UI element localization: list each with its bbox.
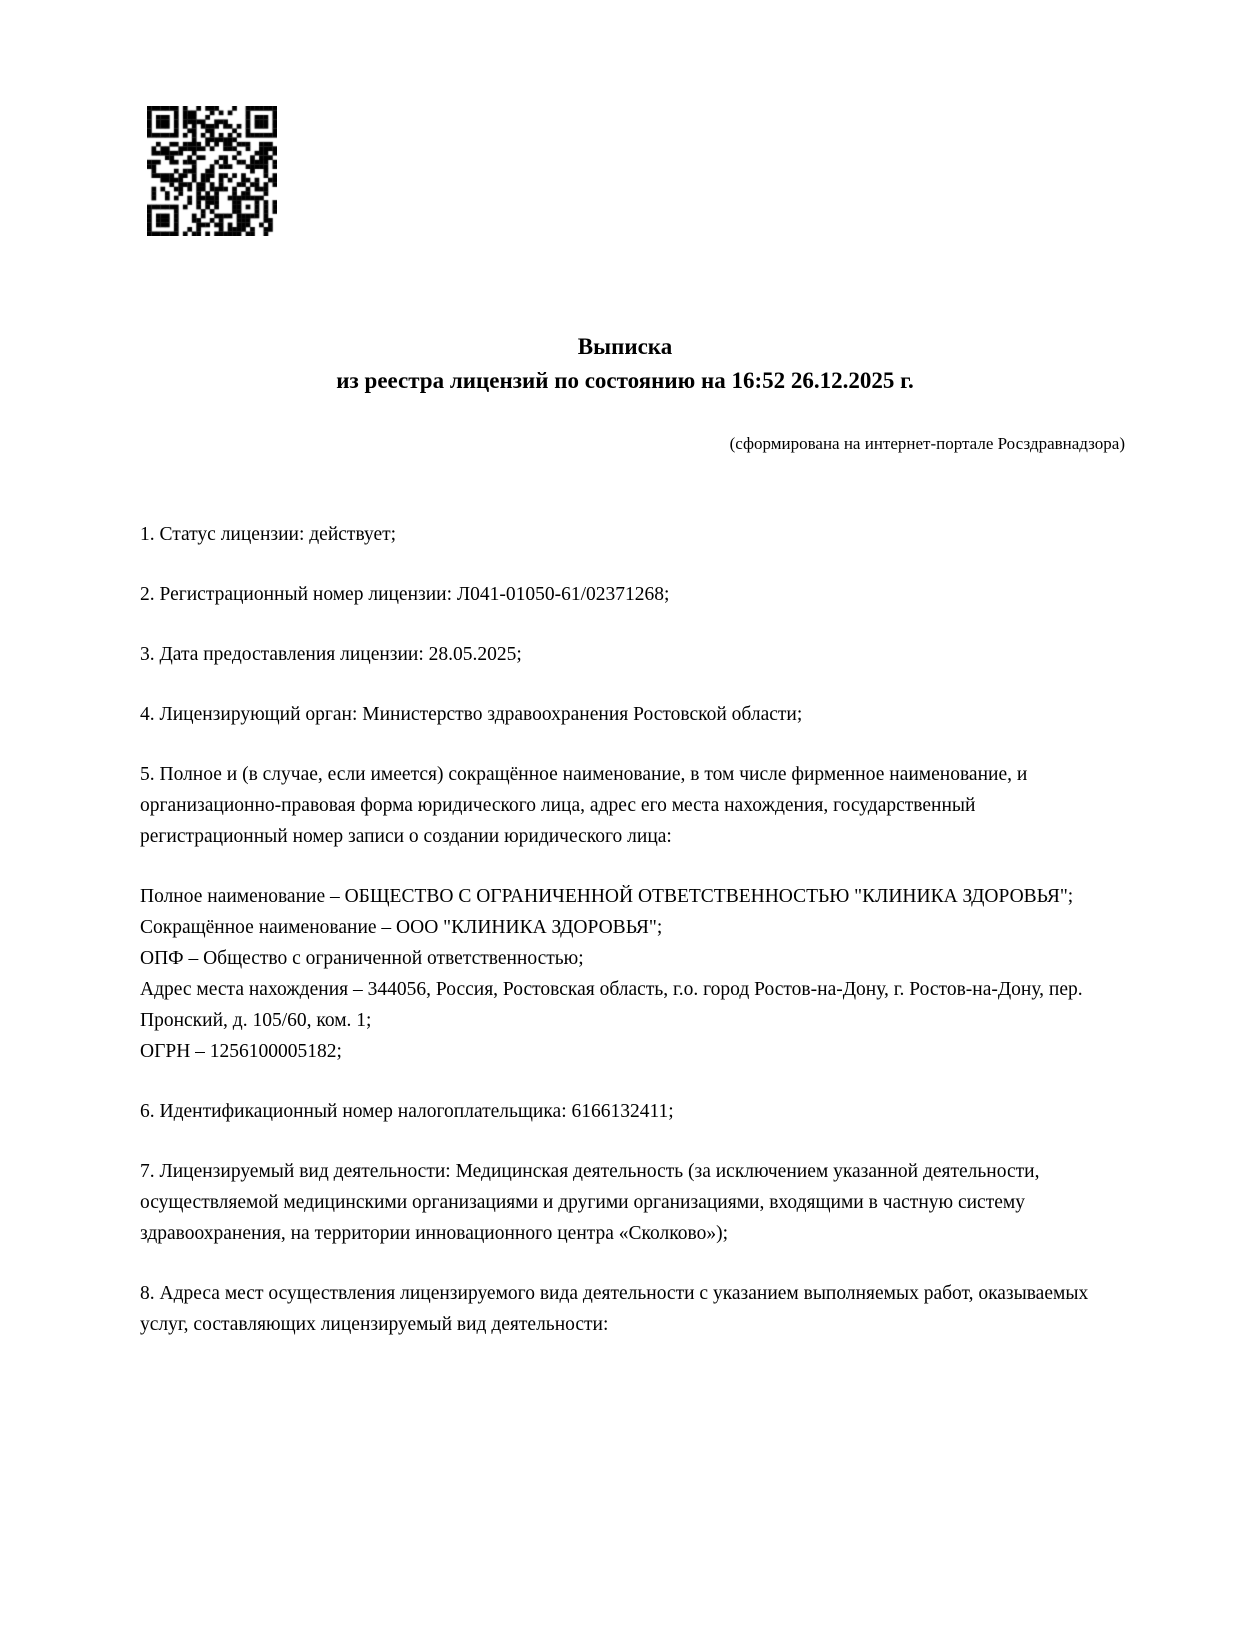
item-activity-addresses-header: 8. Адреса мест осуществления лицензируемого вида деятельности с указанием выполняемых работ, оказываемых услуг, составляющих лицензируемый вид деятельности:	[140, 1283, 1089, 1335]
document-body	[140, 519, 1102, 1369]
document-title	[140, 330, 1110, 398]
document-title-line-2: из реестра лицензий по состоянию на 16:52 26.12.2025 г.	[336, 368, 914, 393]
org-address: Адрес места нахождения – 344056, Россия, Ростовская область, г.о. город Ростов-на-Дону, г. Ростов-на-Дону, пер. Пронский, д. 105/60, ком. 1;	[140, 979, 1083, 1031]
item-licensed-activity: 7. Лицензируемый вид деятельности: Медицинская деятельность (за исключением указанной деятельности, осуществляемой медицинскими организациями и другими организациями, входящими в частную систему здравоохранения, на территории инновационного центра «Сколково»);	[140, 1161, 1040, 1244]
item-taxpayer-number: 6. Идентификационный номер налогоплательщика: 6166132411;	[140, 1101, 674, 1122]
org-ogrn: ОГРН – 1256100005182;	[140, 1041, 342, 1062]
item-grant-date: 3. Дата предоставления лицензии: 28.05.2025;	[140, 644, 522, 665]
item-licensing-authority: 4. Лицензирующий орган: Министерство здравоохранения Ростовской области;	[140, 704, 803, 725]
item-name-and-form-header: 5. Полное и (в случае, если имеется) сокращённое наименование, в том числе фирменное наименование, и организационно-правовая форма юридического лица, адрес его места нахождения, государственный регистрационный номер записи о создании юридического лица:	[140, 764, 1028, 847]
organization-details-block	[140, 881, 1102, 1067]
org-legal-form: ОПФ – Общество с ограниченной ответственностью;	[140, 948, 584, 969]
org-short-name: Сокращённое наименование – ООО "КЛИНИКА ЗДОРОВЬЯ";	[140, 917, 663, 938]
document-subtitle: (сформирована на интернет-портале Росздравнадзора)	[729, 434, 1125, 453]
item-license-status: 1. Статус лицензии: действует;	[140, 524, 397, 545]
qr-code-icon	[147, 106, 277, 236]
document-title-line-1: Выписка	[577, 334, 673, 359]
item-registration-number: 2. Регистрационный номер лицензии: Л041-01050-61/02371268;	[140, 584, 670, 605]
org-full-name: Полное наименование – ОБЩЕСТВО С ОГРАНИЧЕННОЙ ОТВЕТСТВЕННОСТЬЮ "КЛИНИКА ЗДОРОВЬЯ";	[140, 886, 1074, 907]
